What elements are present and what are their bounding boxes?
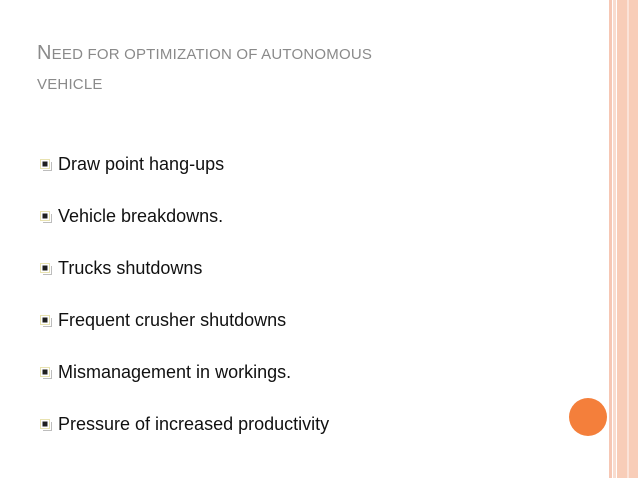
bullet-text: Frequent crusher shutdowns (58, 309, 287, 330)
bullet-text: Pressure of increased productivity (58, 413, 330, 434)
list-item (40, 398, 329, 450)
square-bullet-icon (40, 211, 50, 221)
title-initial: N (37, 42, 52, 64)
list-item (40, 242, 329, 294)
orange-circle-decoration (569, 398, 607, 436)
square-bullet-icon (40, 159, 50, 169)
decorative-stripe (613, 0, 616, 478)
list-item (40, 294, 329, 346)
bullet-list (40, 138, 329, 450)
bullet-text: Trucks shutdowns (58, 257, 203, 278)
bullet-text: Vehicle breakdowns. (58, 205, 224, 226)
square-bullet-icon (40, 315, 50, 325)
title-line-2: VEHICLE (37, 76, 103, 93)
square-bullet-icon (40, 263, 50, 273)
title-line-1: EED FOR OPTIMIZATION OF AUTONOMOUS (51, 46, 373, 63)
slide-title (37, 38, 577, 100)
bullet-text: Mismanagement in workings. (58, 361, 292, 382)
decorative-stripe (609, 0, 612, 478)
square-bullet-icon (40, 419, 50, 429)
bullet-text: Draw point hang-ups (58, 153, 225, 174)
square-bullet-icon (40, 367, 50, 377)
list-item (40, 346, 329, 398)
decorative-stripe (627, 0, 629, 478)
list-item (40, 138, 329, 190)
list-item (40, 190, 329, 242)
